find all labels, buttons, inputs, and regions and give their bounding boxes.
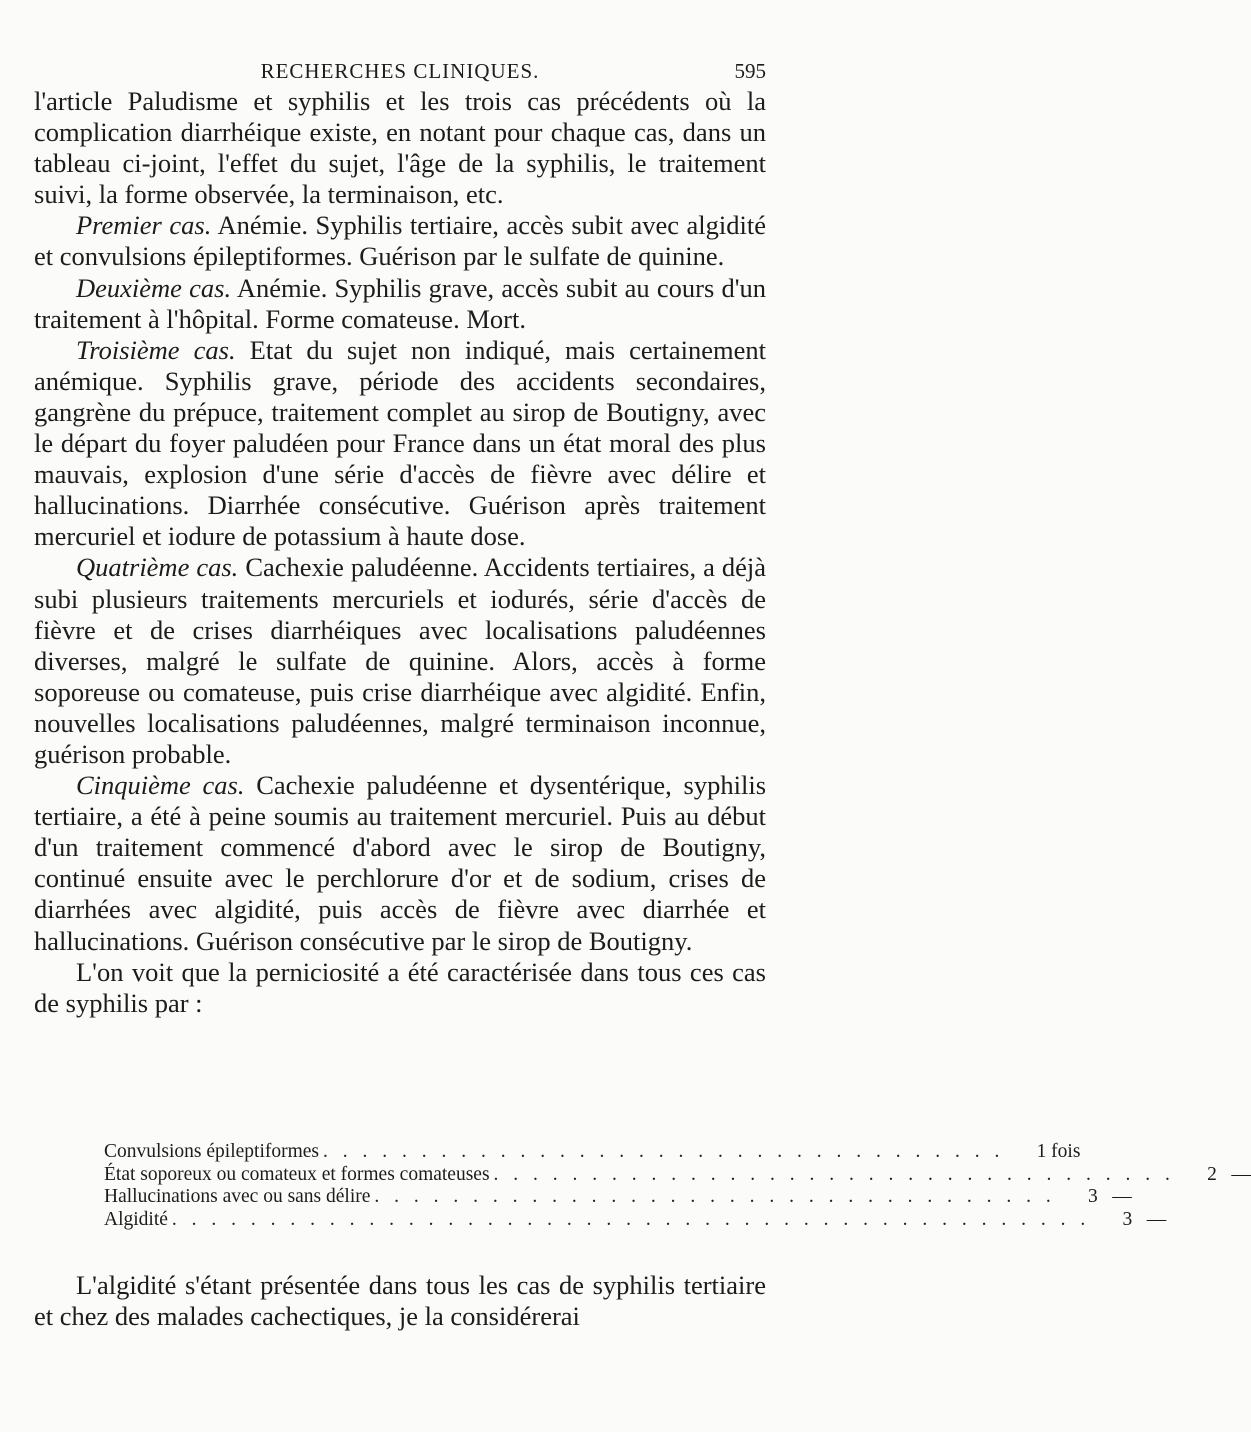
case-paragraph <box>34 210 766 272</box>
case-title: Quatrième cas. <box>76 552 239 583</box>
tally-label: Algidité <box>104 1208 168 1230</box>
tally-row <box>104 1141 1081 1164</box>
closing-paragraph: L'algidité s'étant présentée dans tous les cas de syphilis tertiaire et chez des malades cachectiques, je la considérerai <box>34 1270 766 1332</box>
summary-intro: L'on voit que la perniciosité a été caractérisée dans tous ces cas de syphilis par : <box>34 956 766 1018</box>
leader-dots: . . . . . . . . . . . . . . . . . . . . . . . . . . . . . . . . . . . . . . . . . . . . . . . <box>171 1208 1091 1230</box>
case-title: Troisième cas. <box>76 334 236 365</box>
case-text: Anémie. Syphilis tertiaire, accès subit avec algidité et convulsions épileptiformes. Guérison par le sulfate de quinine. <box>34 210 767 272</box>
case-paragraph <box>34 335 766 553</box>
leader-dots: . . . . . . . . . . . . . . . . . . . . . . . . . . . . . . . . . . . <box>374 1186 1056 1207</box>
tally-label: Hallucinations avec ou sans délire <box>104 1186 371 1207</box>
page-number: 595 <box>734 59 766 83</box>
tally-unit: — <box>1112 1186 1132 1207</box>
tally-row <box>104 1163 1251 1187</box>
case-paragraph <box>34 770 766 957</box>
page-header <box>34 53 766 87</box>
tally-count: 3 <box>1122 1208 1133 1230</box>
case-paragraph <box>34 552 766 770</box>
running-head: RECHERCHES CLINIQUES. <box>260 59 540 83</box>
case-text: Anémie. Syphilis grave, accès subit au cours d'un traitement à l'hôpital. Forme comateuse. Mort. <box>34 272 766 334</box>
closing-text <box>34 1270 766 1332</box>
intro-paragraph: l'article Paludisme et syphilis et les trois cas précédents où la complication diarrhéique existe, en notant pour chaque cas, dans un tableau ci-joint, l'effet du sujet, l'âge de la syphilis, le traitement suivi, la forme observée, la terminaison, etc. <box>34 86 766 210</box>
case-title: Deuxième cas. <box>76 272 232 303</box>
tally-unit: — <box>1146 1208 1167 1230</box>
tally-unit: — <box>1231 1163 1251 1185</box>
case-title: Cinquième cas. <box>76 770 245 801</box>
tally-label: Convulsions épileptiformes <box>104 1141 320 1162</box>
tally-row <box>104 1208 1167 1232</box>
case-text: Cachexie paludéenne. Accidents tertiaires, a déjà subi plusieurs traitements mercuriels et iodurés, série d'accès de fièvre et de crises diarrhéiques avec localisations paludéennes diverses, malgré le sulfate de quinine. Alors, accès à forme soporeuse ou comateuse, puis crise diarrhéique avec algidité. Enfin, nouvelles localisations paludéennes, malgré terminaison inconnue, guérison probable. <box>34 552 766 769</box>
body-text <box>34 86 766 1019</box>
symptom-tally <box>104 1141 1251 1231</box>
tally-label: État soporeux ou comateux et formes comateuses <box>104 1163 490 1185</box>
tally-count: 3 <box>1088 1186 1098 1207</box>
case-title: Premier cas. <box>76 210 212 241</box>
case-text: Etat du sujet non indiqué, mais certainement anémique. Syphilis grave, période des accidents secondaires, gangrène du prépuce, traitement complet au sirop de Boutigny, avec le départ du foyer paludéen pour France dans un état moral des plus mauvais, explosion d'une série d'accès de fièvre avec délire et hallucinations. Diarrhée consécutive. Guérison après traitement mercuriel et iodure de potassium à haute dose. <box>34 334 766 552</box>
tally-unit: fois <box>1051 1141 1081 1162</box>
leader-dots: . . . . . . . . . . . . . . . . . . . . . . . . . . . . . . . . . . . <box>493 1163 1175 1185</box>
tally-count: 2 <box>1207 1163 1217 1185</box>
case-text: Cachexie paludéenne et dysentérique, syphilis tertiaire, a été à peine soumis au traitement mercuriel. Puis au début d'un traitement commencé d'abord avec le sirop de Boutigny, continué ensuite avec le perchlorure d'or et de sodium, crises de diarrhées avec algidité, puis accès de fièvre avec diarrhée et hallucinations. Guérison consécutive par le sirop de Boutigny. <box>34 770 767 956</box>
tally-count: 1 <box>1036 1141 1047 1162</box>
leader-dots: . . . . . . . . . . . . . . . . . . . . . . . . . . . . . . . . . . . <box>323 1141 1005 1162</box>
tally-row <box>104 1186 1132 1209</box>
case-paragraph <box>34 273 766 335</box>
